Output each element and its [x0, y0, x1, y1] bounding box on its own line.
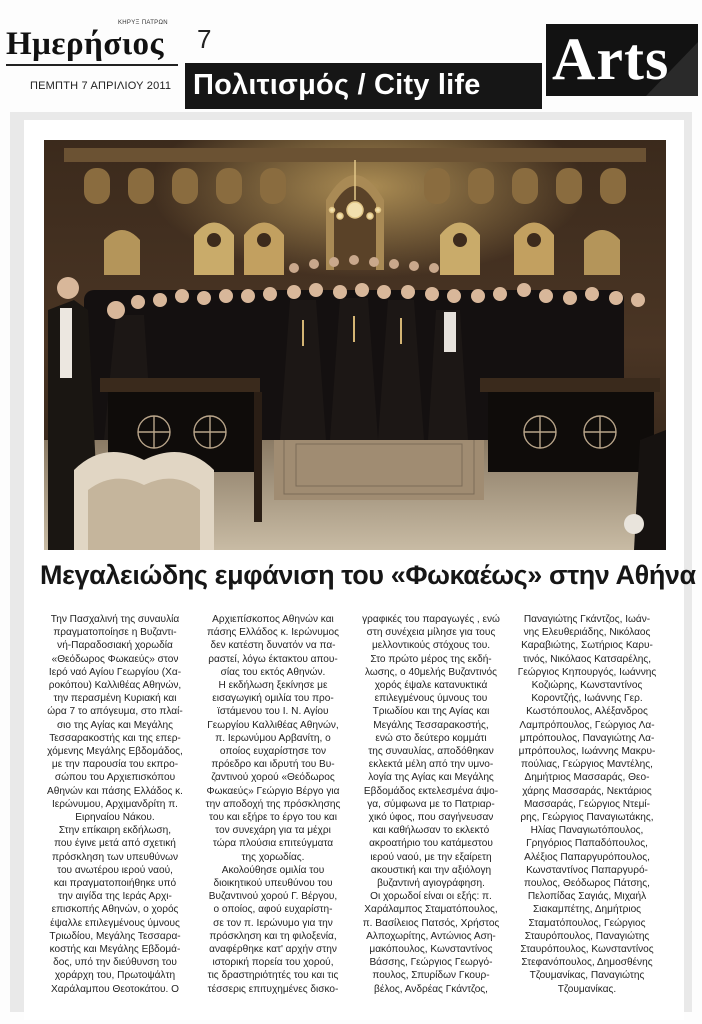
- article-line: Βυζαντινού χορού Γ. Βέργου,: [208, 891, 338, 903]
- article-line: Καραβιώτης, Σωτήριος Καρυ-: [521, 640, 653, 652]
- issue-date: ΠΕΜΠΤΗ 7 ΑΠΡΙΛΙΟΥ 2011: [30, 80, 172, 92]
- article-body: [40, 613, 668, 1008]
- article-line: Κωστόπουλος, Αλέξανδρος: [526, 706, 648, 718]
- article-line: Βάσσης, Γεώργιος Γεωργό-: [369, 957, 493, 969]
- article-line: βέλος, Ανδρέας Γκάντζος,: [374, 983, 488, 995]
- article-line: που έγινε μετά από σχετική: [54, 838, 176, 850]
- article-line: ακουστική και την αξιόλογη: [370, 864, 492, 876]
- article-line: πρόεδρο και ιδρυτή του Βυ-: [211, 759, 335, 771]
- article-line: Χαράλαμπου Θεοτοκάτου. Ο: [51, 983, 179, 995]
- arts-label: Arts: [552, 26, 670, 92]
- article-line: Σταυρόπουλος, Παναγιώτης: [524, 930, 650, 942]
- article-line: Γεωργίου Καλλιθέας Αθηνών,: [207, 719, 339, 731]
- article-line: χικό ύφος, που σαγήνευσαν: [368, 812, 494, 824]
- article-line: του ανωτέρου ιερού ναού,: [57, 864, 173, 876]
- logo-subtitle: ΚΗΡΥΞ ΠΑΤΡΩΝ: [118, 20, 168, 26]
- article-line: με την παρουσία του εκπρο-: [51, 759, 179, 771]
- article-line: ρης, Γεώργιος Παναγιωτάκης,: [520, 812, 654, 824]
- article-line: Μεγάλης Τεσσαρακοστής,: [373, 719, 489, 731]
- article-line: τον συνεχάρη για τα μέχρι: [215, 825, 331, 837]
- article-line: της συναυλίας, αποδόθηκαν: [368, 746, 494, 758]
- article-line: λογία της Αγίας και Μεγάλης: [368, 772, 494, 784]
- article-line: Αλποχωρίτης, Αντώνιος Αση-: [366, 930, 496, 942]
- article-line: δος, υπό την διεύθυνση του: [53, 957, 177, 969]
- article-line: Σταματόπουλος, Γεώργιος: [528, 917, 646, 929]
- article-column-1: [40, 613, 190, 996]
- article-line: ιστορική πορεία του χορού,: [212, 957, 334, 969]
- article-line: Στην επίκαιρη εκδήλωση,: [58, 825, 172, 837]
- article-line: εισαγωγική ομιλία του προ-: [212, 693, 334, 705]
- article-line: Κορoντζής, Ιωάννης Γερ.: [531, 693, 643, 705]
- section-title: Πολιτισμός / City life: [193, 69, 481, 101]
- article-line: πρόσκληση και τη φιλοξενία,: [209, 930, 337, 942]
- article-line: γραφικές του παραγωγές , ενώ: [362, 614, 500, 625]
- article-line: Κοζιώρης, Κωνσταντίνος: [531, 680, 643, 692]
- article-line: γα, σύμφωνα με το Πατριαρ-: [367, 798, 495, 810]
- article-line: νή-Παραδοσιακή χορωδία: [57, 640, 173, 652]
- article-line: Λαμπρόπουλος, Γεώργιος Λα-: [519, 719, 655, 731]
- article-line: χορός έψαλε κατανυκτικά: [374, 680, 488, 692]
- article-line: ενώ στο δεύτερο κομμάτι: [375, 732, 487, 744]
- article-photo: [44, 140, 666, 550]
- article-line: ϊστάμενου του Ι. Ν. Αγίου: [217, 706, 329, 718]
- article-line: ζαντινού χορού «Θεόδωρος: [211, 772, 335, 784]
- masthead-logo: [6, 22, 186, 64]
- newspaper-name: Ημερήσιος: [6, 26, 164, 62]
- article-line: Τζουμανίκας, Παναγιώτης: [529, 970, 645, 982]
- article-line: Αλέξιος Παπαργυρόπουλος,: [524, 851, 650, 863]
- article-line: εκλεκτά μέλη από την υμνο-: [368, 759, 494, 771]
- article-line: ώρα 7 το απόγευμα, στο πλαί-: [47, 706, 183, 718]
- article-line: Μασσαράς, Γεώργιος Ντεμί-: [523, 798, 651, 810]
- article-line: Πελοπίδας Σαγιάς, Μιχαήλ: [527, 891, 647, 903]
- article-line: πάσης Ελλάδος κ. Ιερώνυμος: [206, 627, 340, 639]
- article-line: την περασμένη Κυριακή και: [53, 693, 177, 705]
- article-line: αναφέρθηκε κατ' αρχήν στην: [209, 944, 337, 956]
- article-line: λωσης, ο 40μελής Βυζαντινός: [364, 666, 498, 678]
- article-line: χόμενης Μεγάλης Εβδομάδος,: [47, 746, 183, 758]
- article-line: μακόπουλος, Κωνσταντίνος: [369, 944, 493, 956]
- article-line: διοικητικού υπευθύνου του: [213, 878, 333, 890]
- article-line: πούλιας, Γεώργιος Μαντέλης,: [521, 759, 653, 771]
- article-line: π. Βασίλειος Πατσός, Χρήστος: [362, 917, 500, 929]
- article-line: πρόσκληση των υπευθύνων: [51, 851, 179, 863]
- article-line: πουλος, Θεόδωρος Πάτσης,: [524, 878, 650, 890]
- article-line: την αιγίδα της Ιεράς Αρχι-: [58, 891, 172, 903]
- article-line: Ιερό ναό Αγίου Γεωργίου (Χα-: [48, 666, 182, 678]
- article-line: ιερού ναού, με την εξαίρετη: [370, 851, 492, 863]
- article-line: τώρα πλούσια επιτεύγματα: [212, 838, 334, 850]
- article-line: της χορωδίας.: [241, 851, 305, 863]
- article-line: χάρης Μασσαράς, Νεκτάριος: [522, 785, 652, 797]
- article-line: επιλεγμένους ύμνους του: [374, 693, 488, 705]
- article-line: Οι χορωδοί είναι οι εξής: π.: [370, 891, 492, 903]
- article-line: μπρόπουλος, Ιωάννης Μακρυ-: [518, 746, 656, 758]
- article-line: Αθηνών και πάσης Ελλάδος κ.: [47, 785, 183, 797]
- masthead-divider: [6, 64, 178, 66]
- article-line: Κωνσταντίνος Παπαργυρό-: [526, 864, 648, 876]
- article-line: Στεφανόπουλος, Δημοσθένης: [521, 957, 653, 969]
- article-line: Τριωδίου και της Αγίας και: [372, 706, 490, 718]
- article-line: ροκόπου) Καλλιθέας Αθηνών,: [48, 680, 182, 692]
- article-line: δεν κατέστη δυνατόν να πα-: [210, 640, 336, 652]
- article-line: επισκοπής Αθηνών, ο χορός: [51, 904, 179, 916]
- arts-badge: [546, 24, 698, 96]
- article-line: Αρχιεπίσκοπος Αθηνών και: [212, 614, 334, 625]
- article-line: Φωκαεύς» Γεώργιο Βέργο για: [206, 785, 340, 797]
- article-line: Σιακαμπέτης, Δημήτριος: [532, 904, 642, 916]
- article-line: σίας του εκτός Αθηνών.: [220, 666, 326, 678]
- article-line: βυζαντινή αγιογράφηση.: [377, 878, 485, 890]
- article-line: Παναγιώτης Γκάντζος, Ιωάν-: [523, 614, 651, 625]
- article-line: στη συνέχεια μίλησε για τους: [366, 627, 496, 639]
- article-line: μπρόπουλος, Παναγιώτης Λα-: [519, 732, 655, 744]
- article-line: και πραγματοποιήθηκε υπό: [53, 878, 177, 890]
- article-line: Ιερώνυμου, Αρχιμανδρίτη π.: [52, 798, 178, 810]
- article-line: Ακολούθησε ομιλία του: [221, 864, 325, 876]
- article-line: Σταυρόπουλος, Κωνσταντίνος: [520, 944, 654, 956]
- article-line: πουλος, Σπυρίδων Γκουρ-: [372, 970, 490, 982]
- article-line: και καθήλωσαν το εκλεκτό: [372, 825, 490, 837]
- article-line: Ειρηναίου Νάκου.: [75, 812, 155, 824]
- article-line: ακροατήριο του κατάμεστου: [369, 838, 493, 850]
- article-line: μελλοντικούς στόχους του.: [371, 640, 491, 652]
- article-line: τέσσερις επιτυχημένες δισκο-: [207, 983, 339, 995]
- article-line: Τριωδίου, Μεγάλης Τεσσαρα-: [49, 930, 181, 942]
- article-column-2: [198, 613, 348, 996]
- article-line: έψαλλε επιλεγμένους ύμνους: [50, 917, 180, 929]
- church-choir-photo: [44, 140, 666, 550]
- section-banner: [185, 63, 542, 109]
- article-line: οποίος ευχαρίστησε τον: [219, 746, 327, 758]
- article-line: Γεώργιος Κηπουργός, Ιωάννης: [517, 666, 657, 678]
- article-line: Την Πασχαλινή της συναυλία: [50, 614, 180, 625]
- article-line: Γρηγόριος Παπαδόπουλος,: [526, 838, 648, 850]
- article-line: Τζουμανίκας.: [557, 983, 617, 995]
- article-headline: Μεγαλειώδης εμφάνιση του «Φωκαέως» στην Αθήνα: [40, 560, 696, 590]
- article-column-3: [356, 613, 506, 996]
- article-line: π. Ιερωνύμου Αρβανίτη, ο: [215, 732, 331, 744]
- article-line: «Θεόδωρος Φωκαεύς» στον: [51, 653, 179, 665]
- article-line: σώπου του Αρχιεπισκόπου: [54, 772, 176, 784]
- article-line: σιο της Αγίας και Μεγάλης: [56, 719, 174, 731]
- page-number: 7: [197, 24, 212, 54]
- article-line: του και εξήρε το έργο του και: [208, 812, 338, 824]
- article-line: την αποδοχή της πρόσκλησης: [205, 798, 341, 810]
- article-line: Τεσσαρακοστής και της επερ-: [49, 732, 181, 744]
- article-line: Εβδομάδος εκτελεσμένα άψο-: [363, 785, 499, 797]
- article-line: Η εκδήλωση ξεκίνησε με: [218, 680, 328, 692]
- article-line: τινός, Νικόλαος Κατσαρέλης,: [522, 653, 652, 665]
- article-line: Χαράλαμπος Σταματόπουλος,: [364, 904, 498, 916]
- article-line: κοστής και Μεγάλης Εβδομά-: [49, 944, 181, 956]
- article-line: Ηλίας Παναγιωτόπουλος,: [530, 825, 644, 837]
- article-line: χοράρχη του, Πρωτοψάλτη: [54, 970, 176, 982]
- article-line: ο οποίος, αφού ευχαρίστη-: [213, 904, 333, 916]
- article-line: σε τον π. Ιερώνυμο για την: [213, 917, 333, 929]
- article-line: ραστεί, λόγω έκτακτου απου-: [208, 653, 338, 665]
- article-line: Στο πρώτο μέρος της εκδή-: [370, 653, 492, 665]
- article-line: νης Ελευθεριάδης, Νικόλαος: [523, 627, 651, 639]
- article-line: πραγματοποίησε η Βυζαντι-: [53, 627, 177, 639]
- article-line: Δημήτριος Μασσαράς, Θεο-: [524, 772, 650, 784]
- article-column-4: [512, 613, 662, 996]
- article-line: τις δραστηριότητές του και τις: [207, 970, 339, 982]
